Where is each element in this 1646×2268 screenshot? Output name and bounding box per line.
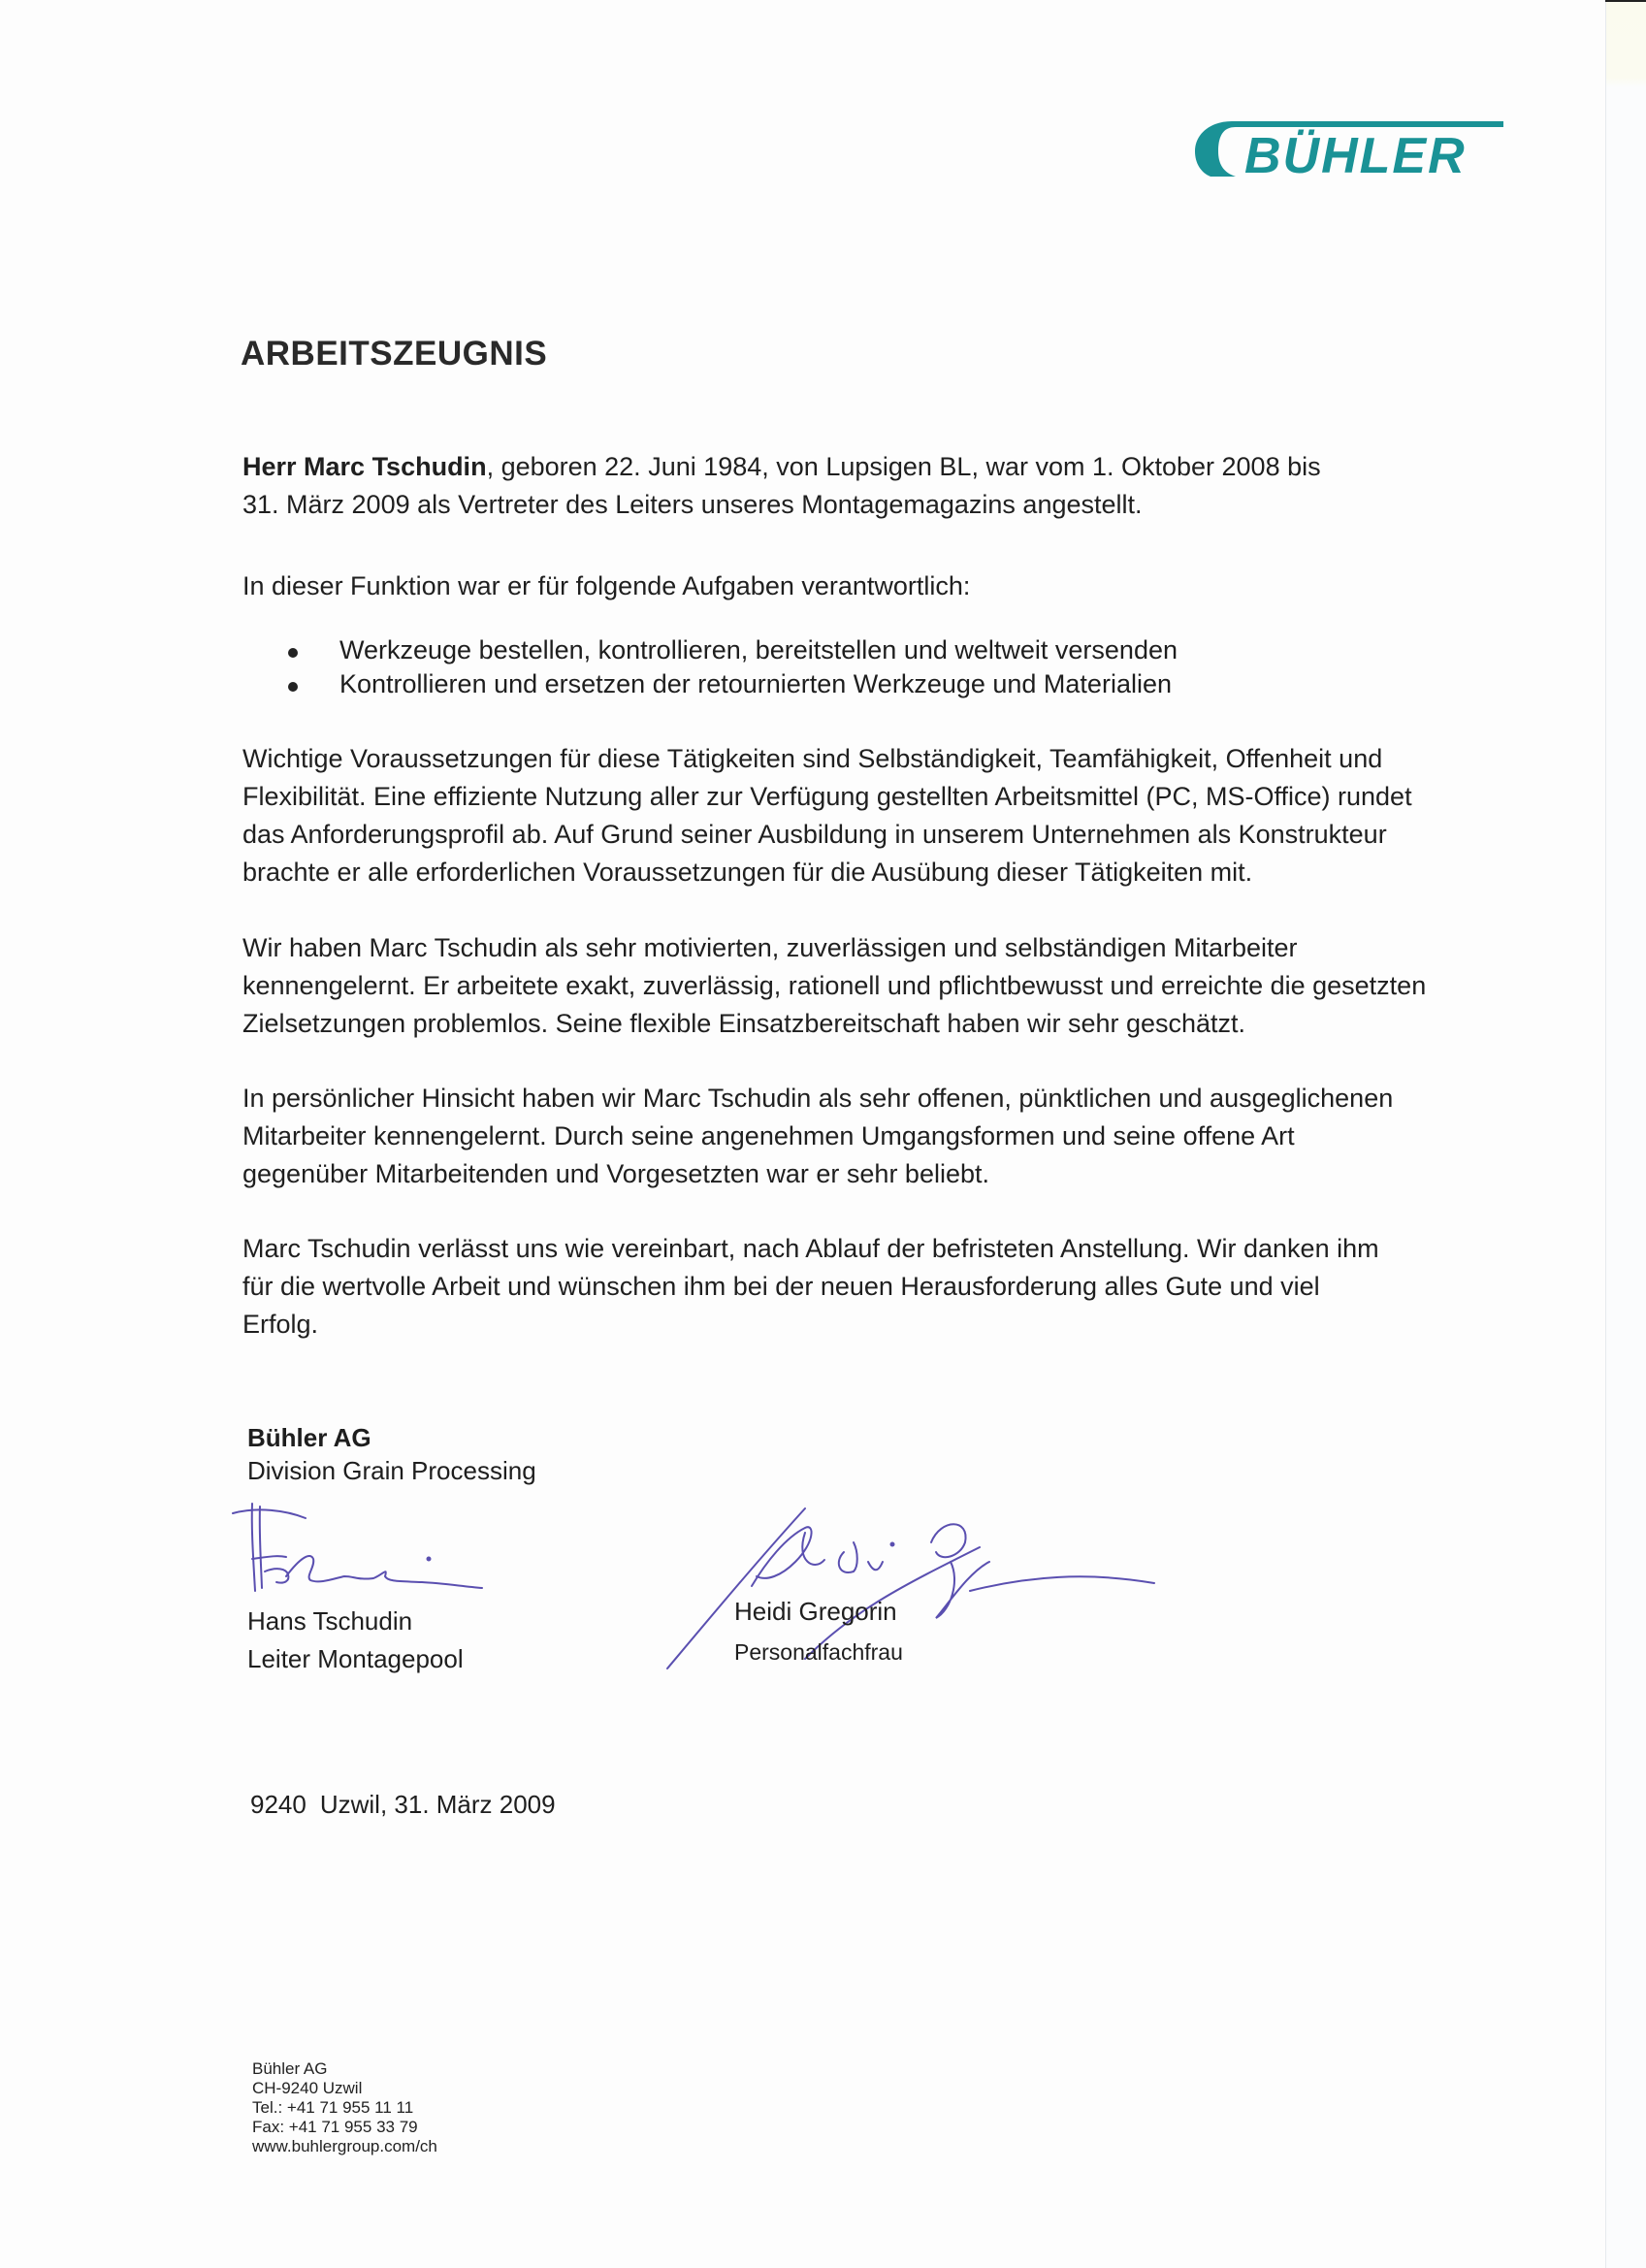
signatory-left-role: Leiter Montagepool [247,1644,464,1673]
tasks-intro: In dieser Funktion war er für folgende Aufgaben verantwortlich: [242,571,971,600]
requirements-paragraph [242,740,1523,891]
signatory-left-name: Hans Tschudin [247,1606,413,1636]
personal-paragraph [242,1080,1523,1193]
intro-line-1 [242,448,1523,486]
closing-paragraph [242,1230,1523,1344]
scan-edge-bar [1605,0,1646,2]
place-and-date [250,1790,556,1820]
scan-page-edge [1605,0,1646,2268]
text-line: Mitarbeiter kennengelernt. Durch seine angenehmen Umgangsformen und seine offene Art [242,1121,1295,1150]
footer-address-line: CH-9240 Uzwil [252,2079,363,2097]
logo-text: BÜHLER [1244,128,1467,180]
buhler-logo [1193,116,1503,180]
text-line: brachte er alle erforderlichen Voraussetzungen für die Ausübung dieser Tätigkeiten mit. [242,858,1253,887]
signature-company-block [247,1421,536,1487]
task-item [242,667,1178,701]
text-line: Wir haben Marc Tschudin als sehr motivierten, zuverlässigen und selbständigen Mitarbeiter [242,933,1298,962]
text-line: Wichtige Voraussetzungen für diese Tätigkeiten sind Selbständigkeit, Teamfähigkeit, Offenheit und [242,744,1383,773]
signature-hans-tschudin [228,1499,490,1605]
document-title: ARBEITSZEUGNIS [241,335,548,373]
bullet-icon [288,648,298,658]
text-line: Zielsetzungen problemlos. Seine flexible Einsatzbereitschaft haben wir sehr geschätzt. [242,1009,1246,1038]
text-line: Marc Tschudin verlässt uns wie vereinbart, nach Ablauf der befristeten Anstellung. Wir danken ihm [242,1234,1379,1263]
place-date-text: Uzwil, 31. März 2009 [319,1790,556,1819]
footer-company: Bühler AG [252,2059,328,2078]
signatory-right-name: Heidi Gregorin [734,1597,897,1626]
text-line: für die wertvolle Arbeit und wünschen ihm bei der neuen Herausforderung alles Gute und viel [242,1272,1320,1301]
postal-code: 9240 [250,1790,307,1819]
task-item [242,633,1178,667]
intro-paragraph [242,448,1523,524]
text-line: Erfolg. [242,1310,319,1339]
footer-website: www.buhlergroup.com/ch [252,2137,437,2155]
intro-line-2: 31. März 2009 als Vertreter des Leiters unseres Montagemagazins angestellt. [242,490,1143,519]
signatory-left [247,1603,464,1678]
performance-paragraph [242,929,1523,1043]
footer-address [252,2059,437,2156]
task-list [242,633,1178,701]
signatory-right-role: Personalfachfrau [734,1639,903,1665]
text-line: kennengelernt. Er arbeitete exakt, zuverlässig, rationell und pflichtbewusst und erreichte die gesetzten [242,971,1427,1000]
division-name: Division Grain Processing [247,1456,536,1485]
text-line: In persönlicher Hinsicht haben wir Marc Tschudin als sehr offenen, pünktlichen und ausgeglichenen [242,1084,1394,1113]
text-line: Flexibilität. Eine effiziente Nutzung aller zur Verfügung gestellten Arbeitsmittel (PC, MS-Office) rundet [242,782,1412,811]
bullet-icon [288,682,298,692]
task-text: Kontrollieren und ersetzen der retournierten Werkzeuge und Materialien [339,669,1172,698]
footer-fax: Fax: +41 71 955 33 79 [252,2118,418,2136]
task-text: Werkzeuge bestellen, kontrollieren, bereitstellen und weltweit versenden [339,635,1178,664]
text-line: gegenüber Mitarbeitenden und Vorgesetzten war er sehr beliebt. [242,1159,990,1188]
text-line: das Anforderungsprofil ab. Auf Grund seiner Ausbildung in unserem Unternehmen als Konstrukteur [242,820,1387,849]
company-name: Bühler AG [247,1423,371,1452]
employee-name: Herr Marc Tschudin [242,452,487,481]
footer-tel: Tel.: +41 71 955 11 11 [252,2098,414,2117]
intro-line-1-text: , geboren 22. Juni 1984, von Lupsigen BL, war vom 1. Oktober 2008 bis [486,452,1321,481]
buhler-logo-graphic [1193,116,1503,180]
